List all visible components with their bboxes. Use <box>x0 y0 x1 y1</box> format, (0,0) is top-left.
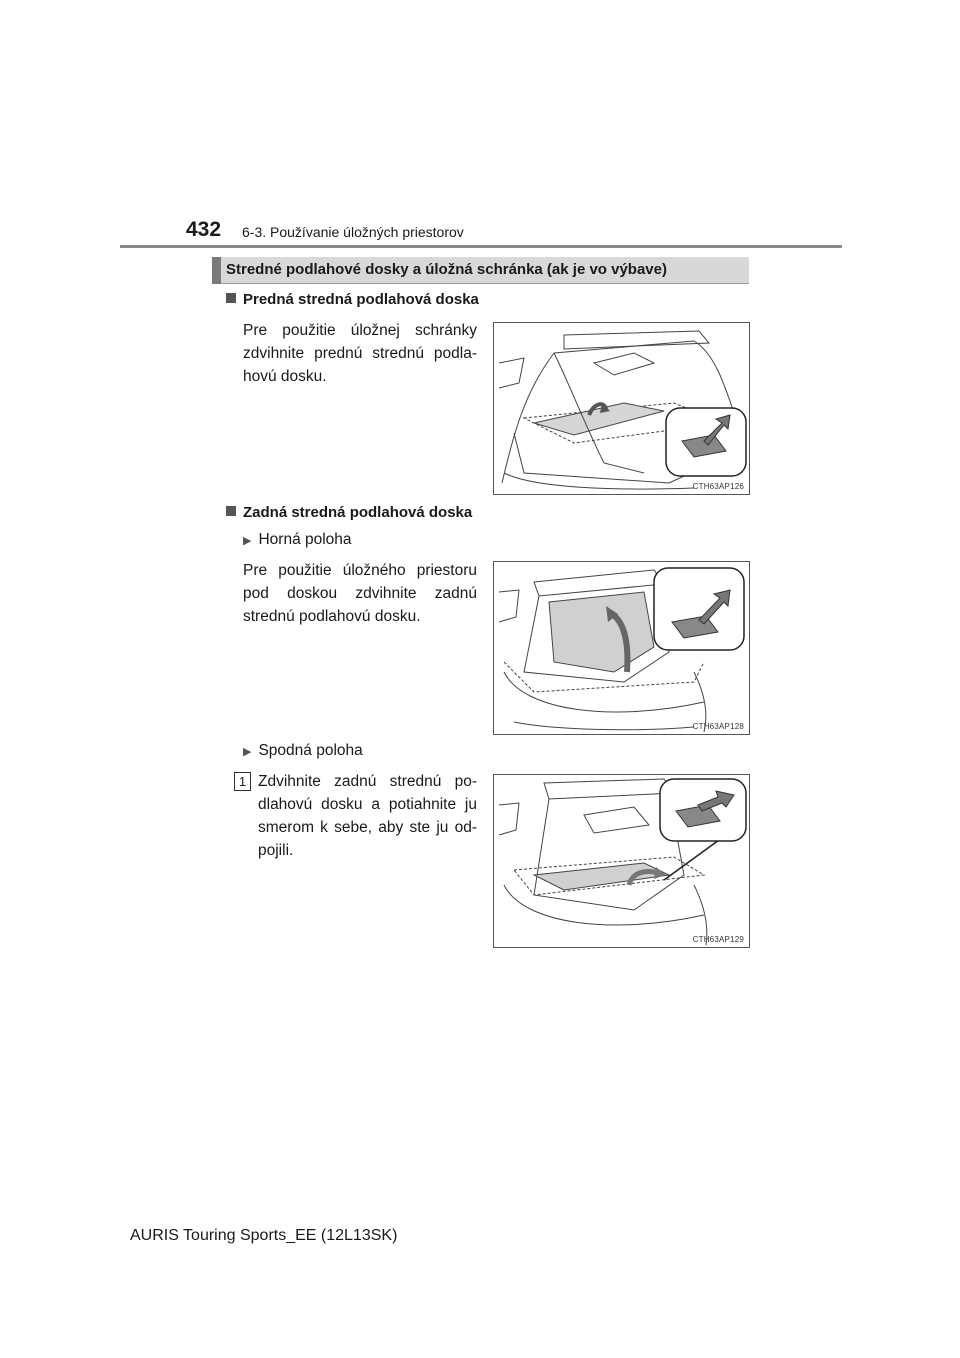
chapter-title: 6-3. Používanie úložných priestorov <box>242 224 464 240</box>
front-board-heading <box>226 291 479 308</box>
footer-model: AURIS Touring Sports_EE (12L13SK) <box>130 1227 398 1244</box>
car-trunk-illustration-3 <box>494 775 749 947</box>
lower-position-label-text: Spodná poloha <box>258 742 363 759</box>
section-accent <box>212 257 221 284</box>
front-board-text: Pre použitie úložnej schránky zdvihnite prednú strednú podla-hovú dosku. <box>243 322 477 385</box>
figure-code: CTH63AP126 <box>692 482 744 491</box>
figure-lower-position <box>493 774 750 948</box>
front-board-heading-text: Predná stredná podlahová doska <box>243 291 479 308</box>
step-number-box: 1 <box>234 772 251 791</box>
car-trunk-illustration-2 <box>494 562 749 734</box>
figure-code: CTH63AP128 <box>692 722 744 731</box>
figure-code: CTH63AP129 <box>692 935 744 944</box>
square-bullet-icon <box>226 506 236 516</box>
rear-board-heading-text: Zadná stredná podlahová doska <box>243 504 473 521</box>
triangle-bullet-icon: ▶ <box>243 746 252 758</box>
upper-position-text: Pre použitie úložného priestoru pod doskou zdvihnite zadnú strednú podlahovú dosku. <box>243 562 477 625</box>
lower-position-label <box>243 742 363 760</box>
car-trunk-illustration-1 <box>494 323 749 494</box>
figure-front-board <box>493 322 750 495</box>
rear-board-heading <box>226 504 472 521</box>
triangle-bullet-icon: ▶ <box>243 535 252 547</box>
page-number: 432 <box>186 218 222 241</box>
header-divider <box>120 245 842 248</box>
square-bullet-icon <box>226 293 236 303</box>
lower-position-text: Zdvihnite zadnú strednú po-dlahovú dosku a potiahnite ju smerom k sebe, aby ste ju od-pojili. <box>258 773 477 859</box>
section-heading-bar <box>212 257 749 284</box>
figure-upper-position <box>493 561 750 735</box>
upper-position-label-text: Horná poloha <box>258 531 352 548</box>
upper-position-label <box>243 531 352 549</box>
section-title: Stredné podlahové dosky a úložná schránka (ak je vo výbave) <box>226 261 667 278</box>
